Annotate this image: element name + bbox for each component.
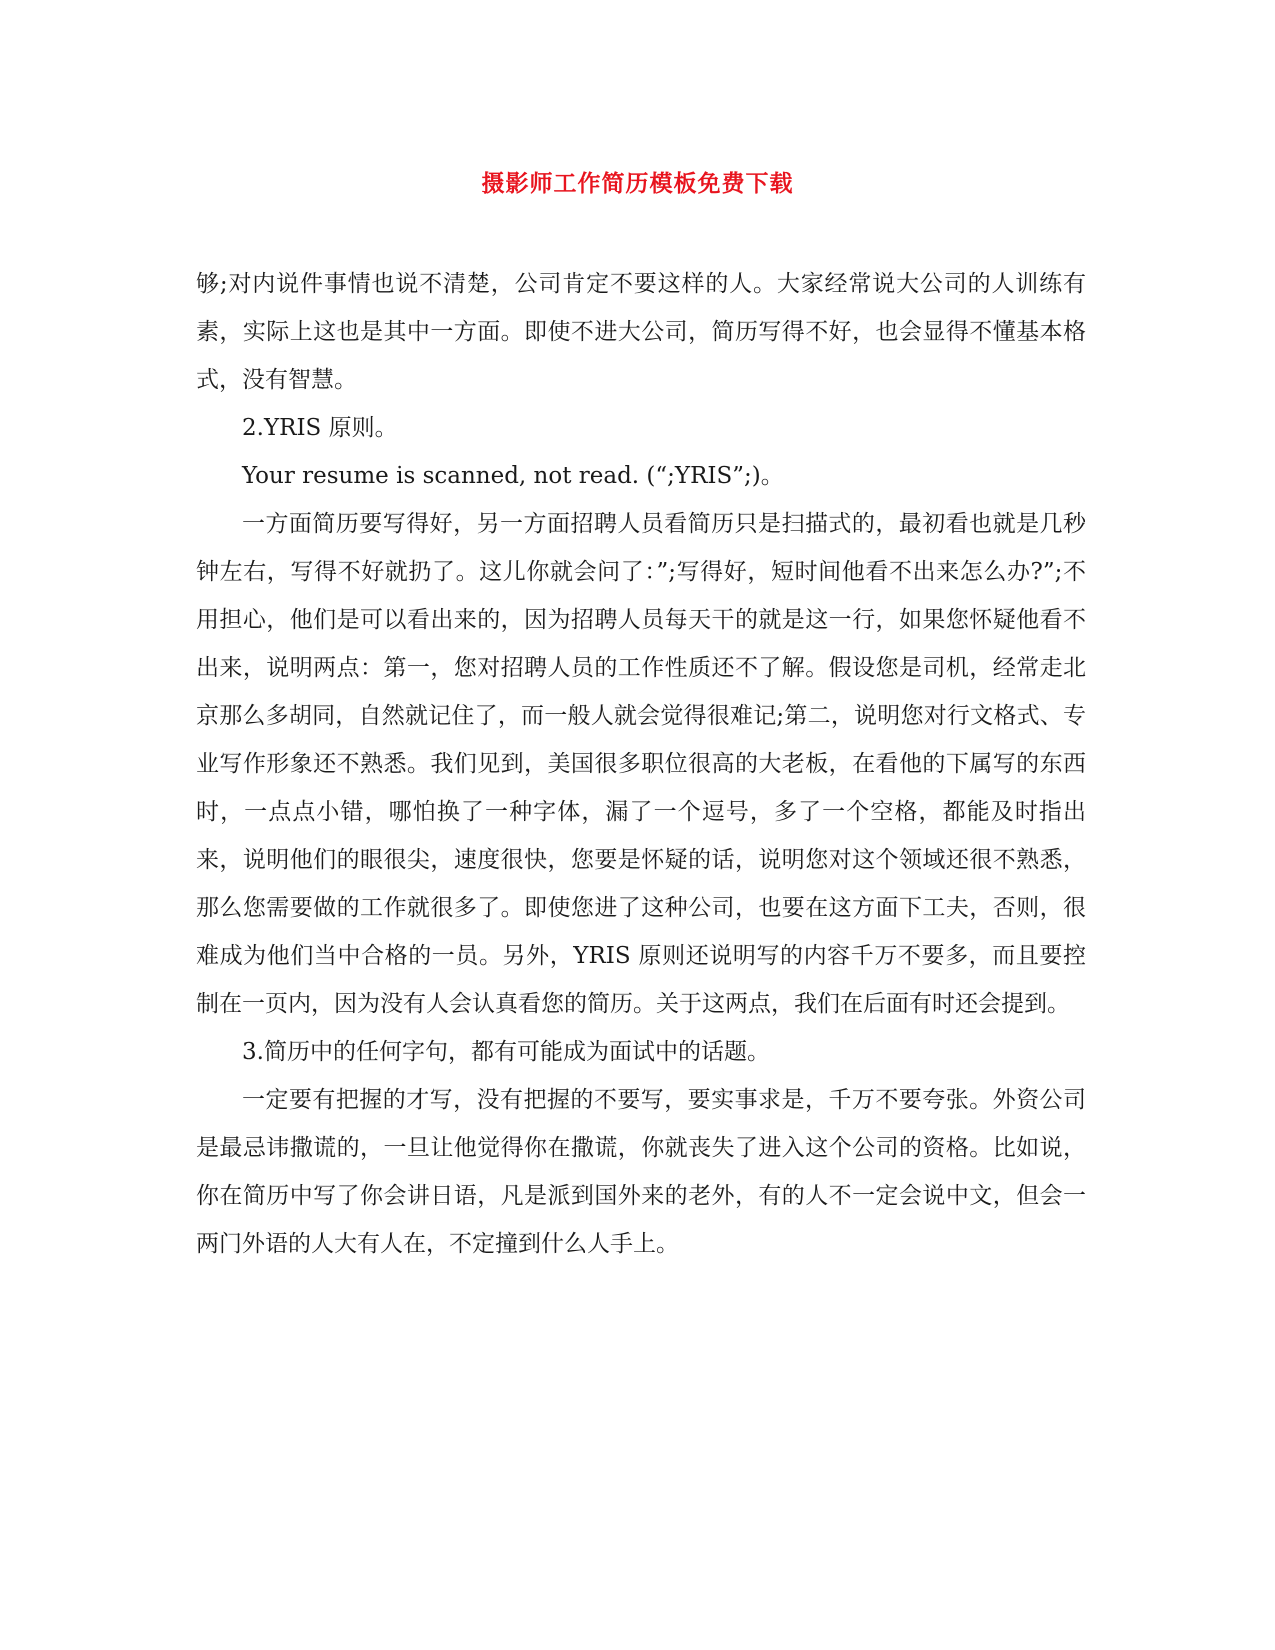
paragraph-interview-explanation: 一定要有把握的才写，没有把握的不要写，要实事求是，千万不要夸张。外资公司是最忌讳撒谎的，一旦让他觉得你在撒谎，你就丧失了进入这个公司的资格。比如说，你在简历中写了你会讲日语，凡是派到国外来的老外，有的人不一定会说中文，但会一两门外语的人大有人在，不定撞到什么人手上。 — [196, 1087, 1086, 1257]
paragraph-continuation: 够;对内说件事情也说不清楚，公司肯定不要这样的人。大家经常说大公司的人训练有素，实际上这也是其中一方面。即使不进大公司，简历写得不好，也会显得不懂基本格式，没有智慧。 — [196, 271, 1086, 393]
section-heading-interview: 3.简历中的任何字句，都有可能成为面试中的话题。 — [242, 1039, 770, 1065]
document-title: 摄影师工作简历模板免费下载 — [481, 170, 794, 197]
paragraph-yris-quote: Your resume is scanned, not read. (“;YRIS”;)。 — [242, 463, 784, 489]
paragraph-yris-explanation: 一方面简历要写得好，另一方面招聘人员看简历只是扫描式的，最初看也就是几秒钟左右，写得不好就扔了。这儿你就会问了：”;写得好，短时间他看不出来怎么办?”;不用担心，他们是可以看出来的，因为招聘人员每天干的就是这一行，如果您怀疑他看不出来，说明两点：第一，您对招聘人员的工作性质还不了解。假设您是司机，经常走北京那么多胡同，自然就记住了，而一般人就会觉得很难记;第二，说明您对行文格式、专业写作形象还不熟悉。我们见到，美国很多职位很高的大老板，在看他的下属写的东西时，一点点小错，哪怕换了一种字体，漏了一个逗号，多了一个空格，都能及时指出来，说明他们的眼很尖，速度很快，您要是怀疑的话，说明您对这个领域还很不熟悉，那么您需要做的工作就很多了。即使您进了这种公司，也要在这方面下工夫，否则，很难成为他们当中合格的一员。另外，YRIS 原则还说明写的内容千万不要多，而且要控制在一页内，因为没有人会认真看您的简历。关于这两点，我们在后面有时还会提到。 — [196, 511, 1086, 1017]
section-heading-yris: 2.YRIS 原则。 — [242, 415, 398, 441]
document-body — [196, 260, 1086, 1268]
